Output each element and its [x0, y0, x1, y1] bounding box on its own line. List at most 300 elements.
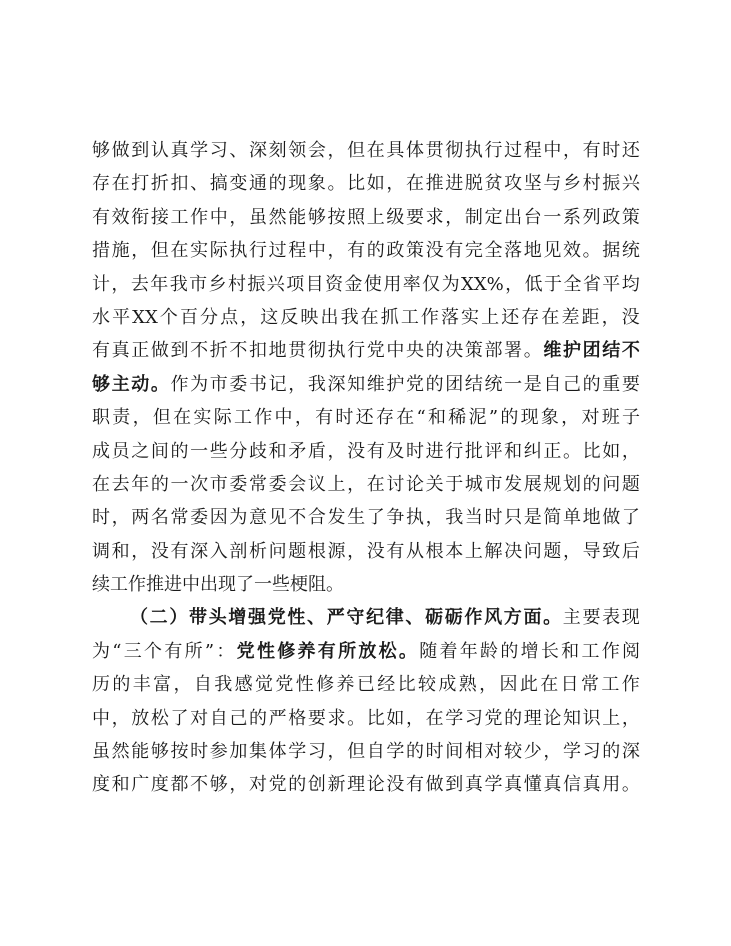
char: 存: [92, 173, 110, 195]
char: 上: [602, 707, 621, 729]
char: 和: [427, 407, 446, 429]
char: 党: [275, 674, 294, 696]
char: 真: [111, 340, 130, 362]
char: 感: [234, 674, 253, 696]
char: 存: [521, 306, 540, 328]
char: 系: [563, 206, 581, 228]
text-line: [92, 535, 640, 568]
char: 落: [504, 240, 523, 262]
char: 没: [366, 540, 385, 562]
char: 有: [164, 640, 183, 662]
char: 团: [445, 373, 464, 395]
char: 求: [425, 206, 444, 228]
char: 较: [418, 674, 436, 696]
char: 中: [92, 707, 110, 729]
char: 解: [484, 540, 503, 562]
char: 距: [581, 306, 600, 328]
char: 了: [170, 707, 189, 729]
char: 党: [484, 707, 503, 729]
char: 如: [386, 707, 405, 729]
char: 为: [441, 273, 460, 295]
char: 理: [347, 774, 366, 796]
char: 只: [504, 507, 523, 529]
char: 题: [543, 540, 562, 562]
char: ，: [132, 407, 151, 429]
char: 资: [325, 273, 344, 295]
char: 员: [111, 440, 130, 462]
char: ，: [601, 306, 620, 328]
char: 部: [484, 340, 503, 362]
char: 日: [560, 674, 579, 696]
char: 委: [229, 473, 248, 495]
char: 分: [200, 306, 219, 328]
char: 间: [150, 440, 169, 462]
char: ”: [488, 407, 499, 429]
char: 中: [209, 206, 228, 228]
char: 为: [229, 507, 248, 529]
char: 之: [131, 440, 150, 462]
char: 会: [307, 140, 326, 161]
char: 在: [170, 240, 189, 262]
char: 有: [406, 774, 424, 796]
char: 我: [214, 674, 233, 696]
char: 推: [425, 173, 444, 195]
char: 市: [189, 273, 208, 295]
char: 有: [170, 540, 189, 562]
char: 策: [621, 206, 640, 228]
char: 是: [523, 373, 542, 395]
char: 体: [268, 741, 287, 763]
char: 护: [386, 373, 405, 395]
char: 于: [445, 473, 464, 495]
char: 书: [249, 373, 267, 395]
char: 统: [484, 373, 503, 395]
char: 实: [461, 306, 480, 328]
char: 在: [111, 173, 130, 195]
char: 有: [315, 407, 334, 429]
char: 两: [131, 507, 150, 529]
char: 够: [150, 741, 169, 763]
char: 富: [153, 674, 172, 696]
char: 学: [288, 741, 307, 763]
char: 时: [190, 741, 209, 763]
char: 地: [523, 240, 542, 262]
char: 求: [327, 707, 346, 729]
char: 我: [340, 306, 359, 328]
text-line: [92, 234, 640, 267]
char: 放: [358, 640, 377, 662]
char: 本: [445, 540, 464, 562]
char: 此: [519, 674, 538, 696]
char: ，: [288, 373, 307, 395]
char: 能: [131, 741, 150, 763]
char: 争: [386, 507, 405, 529]
char: 从: [406, 540, 424, 562]
char: 律: [385, 607, 404, 629]
char: 在: [425, 707, 444, 729]
char: 信: [563, 774, 581, 796]
char: 全: [484, 240, 503, 262]
char: 执: [406, 507, 424, 529]
char: 。: [582, 240, 601, 262]
char: 因: [209, 507, 228, 529]
char: 有: [386, 540, 405, 562]
char: 平: [602, 273, 621, 295]
char: 问: [602, 473, 621, 495]
char: 、: [190, 173, 209, 195]
char: 剖: [229, 540, 248, 562]
char: 根: [307, 540, 326, 562]
char: ”: [204, 640, 215, 662]
char: 照: [347, 206, 366, 228]
char: 题: [621, 473, 640, 495]
char: 我: [307, 373, 326, 395]
char: 修: [316, 674, 335, 696]
char: 泥: [468, 407, 487, 429]
char: 百: [179, 306, 198, 328]
char: 作: [190, 206, 209, 228]
char: ，: [111, 273, 130, 295]
char: 但: [347, 741, 366, 763]
char: 放: [131, 707, 150, 729]
char: 历: [92, 674, 110, 696]
char: 个: [144, 640, 163, 662]
char: ，: [621, 707, 640, 729]
char: 折: [150, 173, 169, 195]
char: 。: [543, 607, 562, 629]
char: 效: [563, 240, 581, 262]
char: 时: [425, 741, 444, 763]
char: 砺: [425, 607, 444, 629]
char: 松: [150, 707, 169, 729]
char: 子: [622, 407, 640, 429]
char: 与: [543, 173, 562, 195]
char: 比: [347, 173, 366, 195]
char: 在: [173, 407, 192, 429]
char: 导: [582, 540, 601, 562]
char: 格: [288, 707, 307, 729]
char: 深: [621, 741, 640, 763]
char: 出: [320, 306, 339, 328]
char: ，: [347, 540, 366, 562]
char: 上: [481, 306, 500, 328]
char: 的: [288, 774, 307, 796]
char: 的: [500, 640, 519, 662]
char: 策: [464, 340, 483, 362]
char: 行: [249, 240, 267, 262]
char: ，: [505, 273, 524, 295]
char: 动: [131, 373, 150, 395]
char: 做: [425, 774, 444, 796]
char: 水: [92, 306, 110, 328]
text-line: [92, 368, 640, 401]
char: 真: [582, 774, 601, 796]
char: 修: [277, 640, 296, 662]
char: 施: [111, 240, 130, 262]
char: 中: [386, 340, 405, 362]
char: 作: [621, 674, 640, 696]
char: 理: [523, 707, 542, 729]
char: ，: [131, 240, 150, 262]
char: 了: [366, 507, 385, 529]
char: ，: [425, 507, 444, 529]
char: 差: [561, 306, 580, 328]
char: 彻: [445, 140, 464, 161]
char: 不: [190, 340, 209, 362]
char: 衔: [131, 206, 150, 228]
char: 扣: [249, 340, 267, 362]
char: 政: [386, 240, 405, 262]
char: 时: [602, 140, 621, 161]
char: 作: [254, 407, 273, 429]
char: 够: [92, 373, 110, 395]
char: 习: [307, 741, 326, 763]
char: 实: [190, 240, 209, 262]
char: 深: [249, 140, 267, 161]
char: 养: [336, 674, 355, 696]
text-line: 续工作推进中出现了一些梗阻。: [92, 574, 344, 596]
char: 为: [190, 373, 209, 395]
char: 折: [209, 340, 228, 362]
char: 已: [356, 674, 375, 696]
char: 要: [406, 206, 424, 228]
char: 在: [540, 674, 559, 696]
char: 三: [123, 640, 142, 662]
char: ，: [240, 306, 259, 328]
char: 制: [464, 206, 483, 228]
char: 及: [386, 440, 405, 462]
char: 去: [111, 473, 130, 495]
char: 时: [484, 507, 503, 529]
char: ）: [169, 607, 188, 629]
char: 不: [229, 340, 248, 362]
char: 己: [563, 373, 581, 395]
char: 发: [504, 473, 523, 495]
char: 的: [406, 741, 424, 763]
char: 单: [563, 507, 581, 529]
char: 讨: [386, 473, 405, 495]
char: 作: [170, 373, 189, 395]
char: 要: [621, 373, 640, 395]
char: 度: [92, 774, 110, 796]
char: 习: [582, 741, 601, 763]
char: 如: [602, 440, 621, 462]
char: 振: [602, 173, 621, 195]
char: 委: [268, 473, 287, 495]
char: 上: [464, 540, 483, 562]
char: 在: [360, 306, 379, 328]
char: 坚: [523, 173, 542, 195]
char: 职: [92, 407, 110, 429]
char: 党: [268, 774, 287, 796]
char: 有: [582, 140, 601, 161]
char: 没: [386, 774, 405, 796]
char: ，: [229, 206, 248, 228]
char: 据: [602, 240, 621, 262]
char: 、: [405, 607, 424, 629]
char: 表: [602, 607, 621, 629]
char: 养: [297, 640, 316, 662]
char: 论: [366, 774, 385, 796]
char: （: [130, 607, 148, 629]
char: 结: [464, 373, 483, 395]
char: 方: [503, 607, 522, 629]
char: 还: [621, 140, 640, 161]
char: 砺: [444, 607, 463, 629]
char: 按: [327, 206, 346, 228]
char: 目: [305, 273, 324, 295]
char: 比: [582, 440, 601, 462]
char: 现: [520, 407, 539, 429]
char: 知: [563, 707, 581, 729]
char: 是: [523, 507, 542, 529]
char: 到: [170, 340, 189, 362]
char: 没: [347, 440, 366, 462]
text-line: [92, 702, 640, 735]
char: 策: [406, 240, 424, 262]
char: 严: [326, 607, 345, 629]
char: 变: [229, 173, 248, 195]
char: 在: [366, 140, 385, 161]
char: ，: [229, 774, 248, 796]
char: 按: [170, 741, 189, 763]
char: 增: [228, 607, 247, 629]
char: “: [416, 407, 426, 429]
char: 意: [249, 507, 267, 529]
char: 平: [112, 306, 131, 328]
char: 接: [150, 206, 169, 228]
char: 认: [150, 140, 169, 161]
char: 。: [523, 340, 542, 362]
char: 习: [464, 707, 483, 729]
char: 着: [439, 640, 458, 662]
char: 丰: [132, 674, 151, 696]
char: ，: [111, 707, 130, 729]
char: 发: [327, 507, 346, 529]
char: 维: [366, 373, 385, 395]
char: 作: [464, 607, 483, 629]
char: 有: [366, 440, 385, 462]
char: 然: [268, 206, 287, 228]
char: 真: [543, 774, 562, 796]
char: 稀: [448, 407, 467, 429]
char: 决: [504, 540, 523, 562]
char: ，: [543, 741, 562, 763]
char: 不: [621, 340, 640, 362]
char: 不: [190, 774, 209, 796]
char: 的: [582, 473, 601, 495]
char: 的: [500, 407, 519, 429]
char: 对: [190, 707, 209, 729]
char: 学: [484, 774, 503, 796]
char: 的: [170, 440, 189, 462]
char: 党: [236, 640, 255, 662]
char: 都: [170, 774, 189, 796]
char: 用: [602, 774, 621, 796]
char: 相: [464, 741, 483, 763]
char: 和: [111, 540, 130, 562]
char: ，: [294, 407, 313, 429]
char: 和: [504, 440, 523, 462]
char: 对: [249, 774, 267, 796]
char: 村: [227, 273, 246, 295]
char: 参: [209, 741, 228, 763]
char: “: [112, 640, 122, 662]
char: 过: [268, 240, 287, 262]
char: 具: [386, 140, 405, 161]
char: 的: [425, 340, 444, 362]
char: 贯: [425, 140, 444, 161]
char: 有: [445, 240, 464, 262]
char: 兴: [621, 173, 640, 195]
char: 二: [149, 607, 168, 629]
char: 进: [425, 440, 444, 462]
char: 知: [347, 373, 366, 395]
char: 程: [288, 240, 307, 262]
char: 析: [249, 540, 267, 562]
char: 象: [307, 173, 326, 195]
char: 乡: [563, 173, 581, 195]
char: 乡: [208, 273, 227, 295]
char: 地: [582, 507, 601, 529]
char: 够: [307, 206, 326, 228]
char: 做: [111, 140, 130, 161]
char: 常: [581, 674, 599, 696]
char: 问: [523, 540, 542, 562]
text-line: [92, 668, 640, 701]
char: 学: [190, 140, 209, 161]
text-line: [92, 768, 640, 801]
char: 工: [601, 674, 620, 696]
char: 深: [327, 373, 346, 395]
text-line: [92, 401, 640, 434]
char: XX: [132, 306, 158, 328]
char: XX%: [461, 273, 504, 295]
char: 彻: [307, 340, 326, 362]
char: 党: [406, 373, 424, 395]
char: 增: [520, 640, 539, 662]
char: 题: [288, 540, 307, 562]
char: 我: [169, 273, 188, 295]
char: 够: [92, 140, 110, 161]
char: ：: [216, 640, 235, 662]
char: 批: [464, 440, 483, 462]
char: 盾: [307, 440, 326, 462]
char: 程: [523, 140, 542, 161]
char: 常: [249, 473, 267, 495]
char: 论: [543, 707, 562, 729]
char: 能: [288, 206, 307, 228]
char: 学: [386, 741, 405, 763]
char: 纠: [523, 440, 542, 462]
char: 没: [150, 540, 169, 562]
char: 不: [288, 507, 307, 529]
char: 主: [562, 607, 581, 629]
char: 均: [621, 273, 640, 295]
char: 真: [504, 774, 523, 796]
char: 如: [366, 173, 385, 195]
char: 划: [563, 473, 581, 495]
char: 会: [288, 473, 307, 495]
char: 自: [366, 741, 385, 763]
char: 金: [344, 273, 363, 295]
char: 见: [543, 240, 562, 262]
char: 熟: [458, 674, 477, 696]
char: ，: [406, 707, 424, 729]
char: 和: [111, 774, 130, 796]
char: 一: [170, 473, 189, 495]
char: 体: [406, 140, 424, 161]
